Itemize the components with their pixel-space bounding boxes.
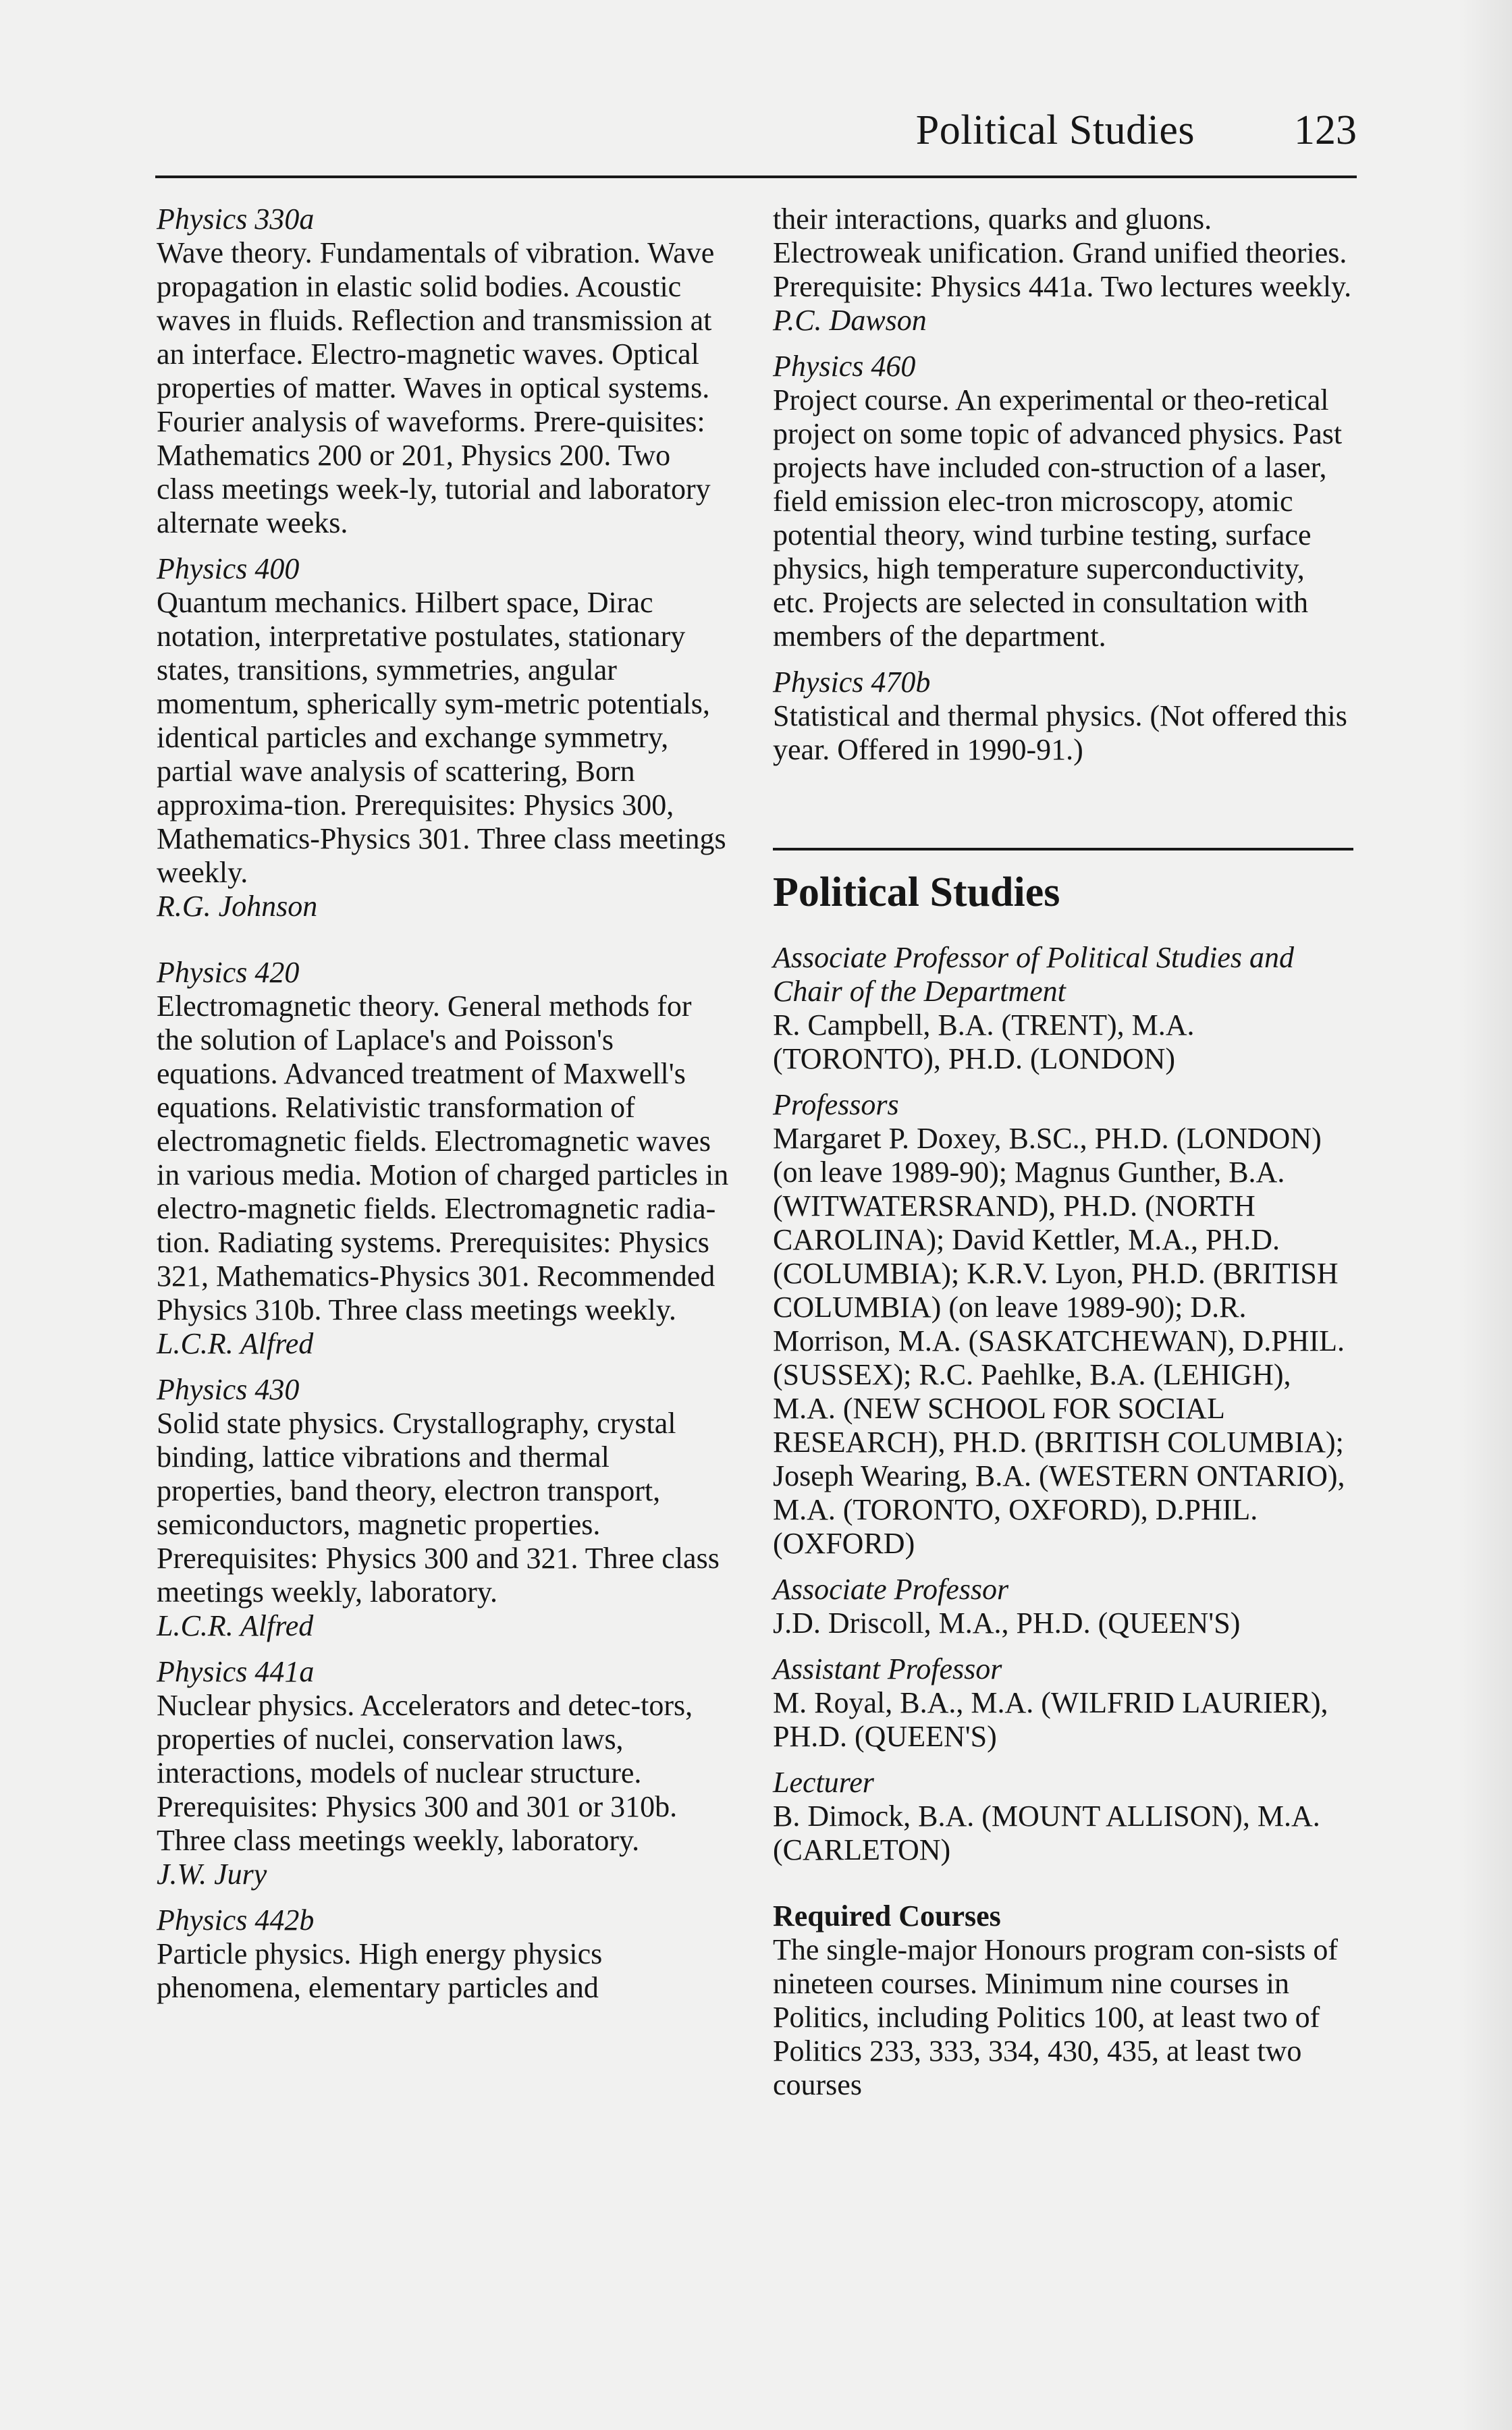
course-entry <box>157 202 730 540</box>
left-column <box>157 202 730 2017</box>
course-title: Physics 442b <box>157 1904 315 1937</box>
required-courses-text: The single-major Honours program con-sists of nineteen courses. Minimum nine courses in Politics, including Politics 100, at least two of Politics 233, 333, 334, 430, 435, at least two courses <box>773 1933 1339 2101</box>
faculty-members: J.D. Driscoll, M.A., PH.D. (QUEEN'S) <box>773 1606 1241 1640</box>
section-divider <box>773 848 1353 850</box>
faculty-role: Professors <box>773 1088 899 1121</box>
right-column <box>773 202 1353 2102</box>
course-description: Electromagnetic theory. General methods for the solution of Laplace's and Poisson's equations. Advanced treatment of Maxwell's equations. Relativistic transformation of electromagnetic fields. Electromagnetic waves in various media. Motion of charged particles in electro-magnetic fields. Electromagnetic radia-tion. Radiating systems. Prerequisites: Physics 321, Mathematics-Physics 301. Recommended Physics 310b. Three class meetings weekly. <box>157 990 729 1326</box>
page-edge-shadow <box>1458 0 1512 2430</box>
faculty-role: Associate Professor of Political Studies and Chair of the Department <box>773 941 1294 1008</box>
faculty-members: M. Royal, B.A., M.A. (WILFRID LAURIER), PH.D. (QUEEN'S) <box>773 1686 1328 1753</box>
header-section-title: Political Studies <box>915 107 1195 153</box>
course-title: Physics 441a <box>157 1655 315 1688</box>
faculty-group <box>773 1573 1353 1640</box>
course-entry <box>157 552 730 923</box>
course-entry-continued <box>773 202 1353 338</box>
course-description: Wave theory. Fundamentals of vibration. Wave propagation in elastic solid bodies. Acoustic waves in fluids. Reflection and transmission at an interface. Electro-magnetic waves. Optical properties of matter. Waves in optical systems. Fourier analysis of waveforms. Prere-quisites: Mathematics 200 or 201, Physics 200. Two class meetings week-ly, tutorial and laboratory alternate weeks. <box>157 236 715 539</box>
course-entry <box>773 666 1353 767</box>
course-entry <box>157 1373 730 1643</box>
course-title: Physics 470b <box>773 666 931 699</box>
course-entry <box>773 350 1353 653</box>
course-title: Physics 430 <box>157 1373 300 1406</box>
faculty-members: B. Dimock, B.A. (MOUNT ALLISON), M.A. (CARLETON) <box>773 1800 1320 1866</box>
required-courses-heading: Required Courses <box>773 1899 1001 1933</box>
course-description: Project course. An experimental or theo-retical project on some topic of advanced physics. Past projects have included con-struction of a laser, field emission elec-tron microscopy, atomic potential theory, wind turbine testing, surface physics, high temperature superconductivity, etc. Projects are selected in consultation with members of the department. <box>773 383 1343 653</box>
course-description: their interactions, quarks and gluons. Electroweak unification. Grand unified theories. Prerequisite: Physics 441a. Two lectures weekly. <box>773 202 1352 303</box>
course-title: Physics 460 <box>773 350 916 383</box>
course-instructor: L.C.R. Alfred <box>157 1609 314 1642</box>
faculty-group <box>773 1766 1353 1867</box>
faculty-role: Associate Professor <box>773 1573 1009 1606</box>
faculty-members: Margaret P. Doxey, B.SC., PH.D. (LONDON) (on leave 1989-90); Magnus Gunther, B.A. (WITWATERSRAND), PH.D. (NORTH CAROLINA); David Kettler, M.A., PH.D. (COLUMBIA); K.R.V. Lyon, PH.D. (BRITISH COLUMBIA) (on leave 1989-90); D.R. Morrison, M.A. (SASKATCHEWAN), D.PHIL. (SUSSEX); R.C. Paehlke, B.A. (LEHIGH), M.A. (NEW SCHOOL FOR SOCIAL RESEARCH), PH.D. (BRITISH COLUMBIA); Joseph Wearing, B.A. (WESTERN ONTARIO), M.A. (TORONTO, OXFORD), D.PHIL. (OXFORD) <box>773 1122 1345 1560</box>
course-description: Solid state physics. Crystallography, crystal binding, lattice vibrations and thermal properties, band theory, electron transport, semiconductors, magnetic properties. Prerequisites: Physics 300 and 321. Three class meetings weekly, laboratory. <box>157 1407 720 1609</box>
faculty-group <box>773 941 1353 1076</box>
faculty-role: Lecturer <box>773 1766 874 1799</box>
course-description: Statistical and thermal physics. (Not offered this year. Offered in 1990-91.) <box>773 699 1347 766</box>
course-entry <box>157 1655 730 1891</box>
course-instructor: R.G. Johnson <box>157 890 318 923</box>
course-description: Particle physics. High energy physics phenomena, elementary particles and <box>157 1937 603 2004</box>
course-instructor: J.W. Jury <box>157 1858 267 1891</box>
section-heading: Political Studies <box>773 869 1060 915</box>
running-header <box>155 94 1357 178</box>
course-instructor: P.C. Dawson <box>773 304 927 337</box>
course-title: Physics 400 <box>157 552 300 585</box>
course-description: Quantum mechanics. Hilbert space, Dirac notation, interpretative postulates, stationary states, transitions, symmetries, angular momentum, spherically sym-metric potentials, identical particles and exchange symmetry, partial wave analysis of scattering, Born approxima-tion. Prerequisites: Physics 300, Mathematics-Physics 301. Three class meetings weekly. <box>157 586 726 889</box>
course-description: Nuclear physics. Accelerators and detec-tors, properties of nuclei, conservation laws, interactions, models of nuclear structure. Prerequisites: Physics 300 and 301 or 310b. Three class meetings weekly, laboratory. <box>157 1689 693 1857</box>
faculty-group <box>773 1652 1353 1754</box>
faculty-group <box>773 1088 1353 1561</box>
course-title: Physics 420 <box>157 956 300 989</box>
course-instructor: L.C.R. Alfred <box>157 1327 314 1360</box>
course-entry <box>157 956 730 1361</box>
faculty-members: R. Campbell, B.A. (TRENT), M.A. (TORONTO), PH.D. (LONDON) <box>773 1008 1195 1075</box>
course-title: Physics 330a <box>157 202 315 236</box>
course-entry <box>157 1904 730 2005</box>
faculty-role: Assistant Professor <box>773 1652 1002 1685</box>
page-number: 123 <box>1294 107 1357 153</box>
